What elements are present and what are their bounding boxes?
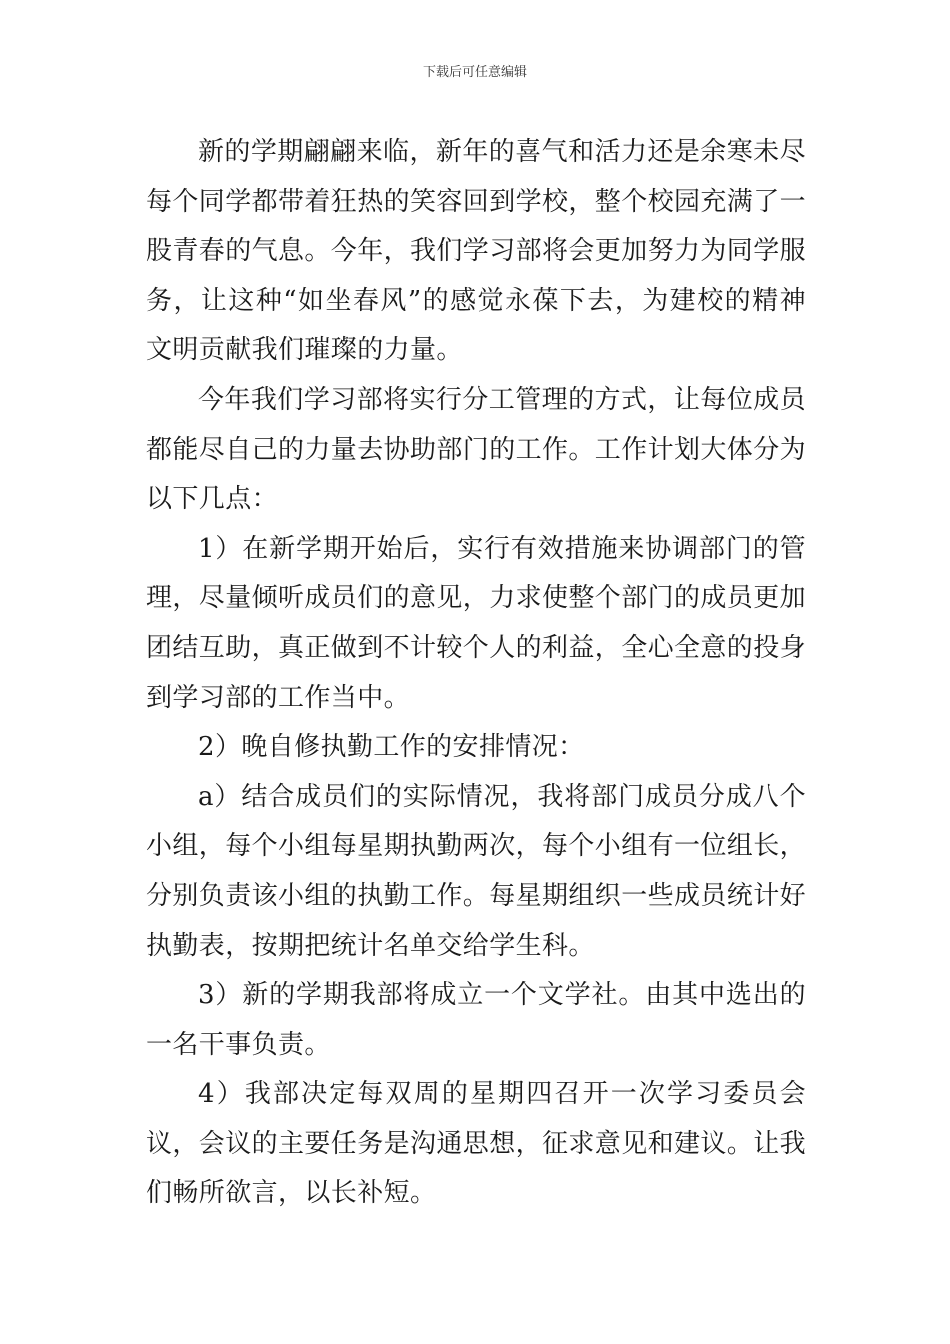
paragraph-item-2: 2）晚自修执勤工作的安排情况： [198, 732, 585, 763]
paragraph-item-3: 3）新的学期我部将成立一个文学社。由其中选出的一名干事负责。 [146, 980, 806, 1060]
paragraph-item-2a: a）结合成员们的实际情况，我将部门成员分成八个小组，每个小组每星期执勤两次，每个小组有一位组长，分别负责该小组的执勤工作。每星期组织一些成员统计好执勤表，按期把统计名单交给学生科。 [146, 781, 807, 961]
document-body [146, 128, 806, 1219]
paragraph-plan-overview: 今年我们学习部将实行分工管理的方式，让每位成员都能尽自己的力量去协助部门的工作。工作计划大体分为以下几点： [146, 384, 807, 515]
paragraph-item-4: 4）我部决定每双周的星期四召开一次学习委员会议，会议的主要任务是沟通思想，征求意见和建议。让我们畅所欲言，以长补短。 [146, 1079, 807, 1209]
paragraph-item-1: 1）在新学期开始后，实行有效措施来协调部门的管理，尽量倾听成员们的意见，力求使整个部门的成员更加团结互助，真正做到不计较个人的利益，全心全意的投身到学习部的工作当中。 [146, 533, 807, 713]
page-header: 下载后可任意编辑 [422, 65, 527, 80]
paragraph-intro: 新的学期翩翩来临，新年的喜气和活力还是余寒未尽每个同学都带着狂热的笑容回到学校，整个校园充满了一股青春的气息。今年，我们学习部将会更加努力为同学服务，让这种“如坐春风”的感觉永葆下去，为建校的精神文明贡献我们璀璨的力量。 [146, 137, 807, 366]
